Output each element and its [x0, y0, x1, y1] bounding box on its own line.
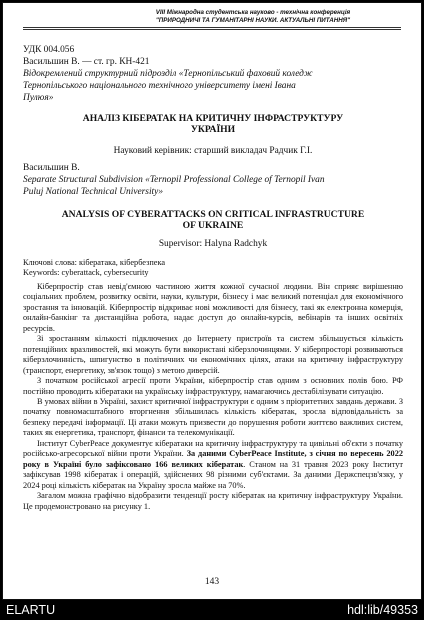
affiliation-ua-line-3: Пулюя» — [23, 93, 54, 103]
header-rule-2 — [23, 29, 401, 30]
affiliation-en-line-1: Separate Structural Subdivision «Ternopil Professional College of Ternopil Ivan — [23, 175, 325, 185]
keywords-en: Keywords: cyberattack, cybersecurity — [23, 268, 149, 277]
affiliation-ua-line-2: Тернопільського національного технічного університету імені Івана — [23, 81, 296, 91]
title-en-line-2: OF UKRAINE — [182, 220, 244, 231]
title-ua-line-1: АНАЛІЗ КІБЕРАТАК НА КРИТИЧНУ ІНФРАСТРУКТУРУ — [82, 113, 344, 124]
paragraph-5-tail: . Станом на 31 травня 2023 року Інститут зафіксував 1998 кібератак і операцій, здійснених 98 різними суб'єктами. За даними Держспецзв'язку, у 2024 році кількість кібератак на Україну зросла майже на 70%. — [23, 459, 403, 490]
conference-line-1: VIII Міжнародна студентська науково - технічна конференція — [155, 9, 351, 16]
title-en-line-1: ANALYSIS OF CYBERATTACKS ON CRITICAL INFRASTRUCTURE — [61, 209, 365, 220]
paragraph-4: В умовах війни в Україні, захист критичної інфраструктури є одним з пріоритетних завдань держави. З початку повномасштабного вторгнення збільшилась кількість кібератак, зросла відповідальність за безпеку передачі інформації. Ці атаки можуть призвести до порушення роботи життєво важливих систем, таких як енергетика, транспорт, фінанси та телекомунікації. — [23, 396, 403, 438]
conference-header — [103, 9, 403, 24]
footer-bar — [0, 600, 424, 620]
conference-line-2: "ПРИРОДНИЧІ ТА ГУМАНІТАРНІ НАУКИ. АКТУАЛЬНІ ПИТАННЯ" — [155, 16, 351, 24]
paragraph-5-bold: За даними CyberPeace Institute, з січня по вересень 2022 року в Україні було зафіксовано 166 великих кібератак — [23, 449, 403, 469]
supervisor-en: Supervisor: Halyna Radchyk — [158, 239, 268, 249]
supervisor-ua: Науковий керівник: старший викладач Радчик Г.І. — [113, 146, 313, 156]
paragraph-6: Загалом можна графічно відобразити тенденції росту кібератак на критичну інфраструктуру України. Це продемонстровано на рисунку 1. — [23, 491, 403, 511]
title-ua-line-2: УКРАЇНИ — [190, 124, 236, 135]
keywords-ua: Ключові слова: кібератака, кібербезпека — [23, 258, 166, 267]
paragraph-1: Кіберпростір став невід'ємною частиною життя кожної сучасної людини. Він сприяє вирішенню соціальних проблем, розвитку освіти, науки, культури, бізнесу і має великий потенціал для економічного зростання та інновацій. Кіберпростір відкриває нові можливості для бізнесу, такі як електронна комерція, онлайн-банкінг та дистанційна робота, надає доступ до онлайн-курсів, вебінарів та інших освітніх ресурсів. — [23, 282, 403, 333]
footer-handle[interactable]: hdl:lib/49353 — [347, 603, 418, 617]
author-en: Васильшин В. — [23, 163, 80, 173]
paragraph-2: Зі зростанням кількості підключених до Інтернету пристроїв та систем збільшується кількість потенційних вразливостей, які можуть бути використані кіберзлочинцями. У кіберпросторі розвиваються кіберзлочинність, шпигунство в політичних чи економічних цілях, атаки на критичну інфраструктуру (транспорт, енергетику, зв'язок тощо) з метою диверсій. — [23, 334, 403, 375]
footer-repository-label[interactable]: ELARTU — [6, 603, 56, 617]
paragraph-3: З початком російської агресії проти України, кіберпростір став одним з основних полів бою. РФ постійно проводить кібератаки на українську інфраструктуру, намагаючись дестабілізувати ситуацію. — [23, 376, 403, 396]
affiliation-ua-line-1: Відокремлений структурний підрозділ «Тернопільський фаховий коледж — [23, 69, 313, 79]
page-number: 143 — [204, 577, 220, 587]
paragraph-5-text: Інститут CyberPeace документує кібератаки на критичну інфраструктуру та цивільні об'єкти з початку російсько-агресорської війни проти України. — [23, 438, 403, 459]
header-rule — [23, 27, 401, 28]
affiliation-en-line-2: Puluj National Technical University» — [23, 187, 164, 197]
paragraph-5 — [23, 439, 403, 491]
article-body — [23, 282, 403, 512]
author-ua: Васильшин В. — ст. гр. КН-421 — [23, 57, 150, 67]
udk-code: УДК 004.056 — [23, 45, 75, 55]
document-page — [2, 2, 422, 600]
